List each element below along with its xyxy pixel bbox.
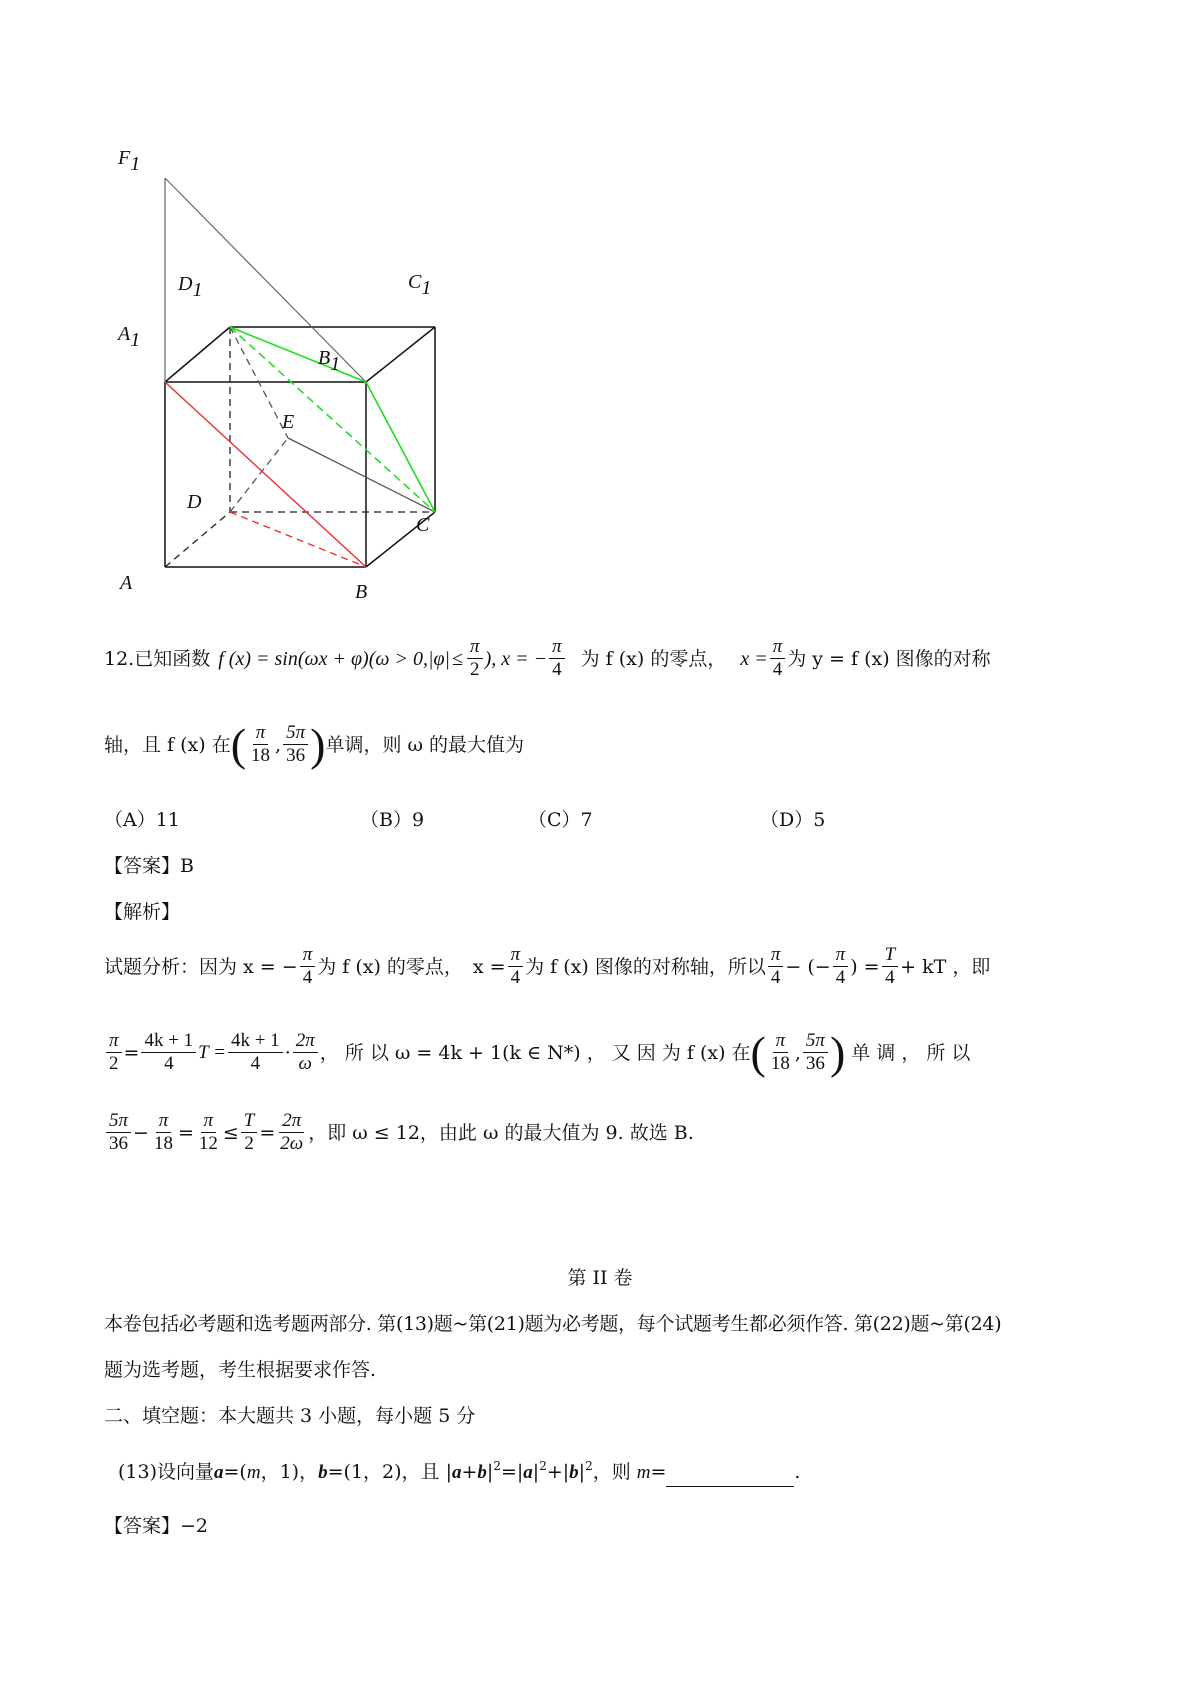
sol1-a: 试题分析：因为 x = −: [104, 955, 298, 978]
sq1: 2: [493, 1459, 501, 1473]
solution-line3: [104, 1110, 694, 1155]
sol1-c: x =: [472, 955, 506, 978]
sq3: 2: [585, 1459, 593, 1473]
comma: ,: [275, 733, 282, 756]
q12-line2-b: 单调，则 ω 的最大值为: [325, 733, 525, 756]
vec-b3: b: [569, 1462, 579, 1483]
sol3-frac1: $\frac{5\pi}{36}$: [106, 1110, 131, 1155]
q13-i: +|: [546, 1461, 570, 1483]
q12-x-eq: x =: [740, 647, 768, 670]
sol1-frac5: $\frac{T}{4}$: [882, 944, 899, 989]
sol2-frac2: $\frac{4k + 1}{4}$: [141, 1030, 196, 1075]
q12-line2-a: 轴，且 f (x) 在: [104, 733, 231, 756]
sol2-dot: ·: [284, 1041, 291, 1064]
sol3-end: ，即 ω ≤ 12，由此 ω 的最大值为 9. 故选 B.: [308, 1121, 694, 1144]
frac-pi-over-4: $\frac{\pi}{4}$: [549, 636, 565, 681]
label-A1: A1: [118, 323, 141, 351]
sol1-d: 为 f (x) 图像的对称轴，所以: [525, 955, 766, 978]
vec-a3: a: [523, 1462, 533, 1483]
sol3-eq2: =: [259, 1121, 276, 1144]
label-D1: D1: [178, 273, 203, 301]
q13-l: =: [650, 1461, 667, 1483]
q13-b: =(: [223, 1461, 247, 1483]
solution-line1: [104, 944, 990, 989]
analysis-label: 【解析】: [104, 901, 181, 923]
option-d: （D）5: [760, 809, 826, 831]
vec-a: a: [214, 1462, 224, 1483]
var-m2: m: [636, 1462, 651, 1483]
sol2-frac1: $\frac{\pi}{2}$: [106, 1030, 122, 1075]
option-a: （A）11: [104, 809, 180, 831]
label-B1: B1: [318, 347, 341, 375]
label-C: C: [416, 514, 430, 536]
q12-fx: f (x) = sin(ωx + φ)(ω > 0,: [218, 647, 428, 670]
sol2-frac6: $\frac{5\pi}{36}$: [803, 1030, 828, 1075]
label-A: A: [120, 572, 133, 594]
sol1-frac4: $\frac{\pi}{4}$: [833, 944, 849, 989]
q12-line1: [104, 636, 991, 681]
label-C1: C1: [408, 271, 432, 299]
red-line-a1b: [165, 382, 366, 567]
frac-pi-over-2: $\frac{\pi}{2}$: [467, 636, 483, 681]
label-D: D: [187, 491, 202, 513]
q13-line: [118, 1452, 800, 1487]
q12-answer: [104, 852, 194, 880]
sol1-g: + kT ，即: [900, 955, 991, 978]
sol3-minus: −: [133, 1121, 149, 1144]
q13-j: |: [578, 1461, 586, 1483]
answer-blank[interactable]: [666, 1466, 794, 1487]
part2-p1: 本卷包括必考题和选考题两部分. 第(13)题~第(21)题为必考题，每个试题考生都必须作答. 第(22)题~第(24): [104, 1313, 1002, 1335]
sol3-frac3: $\frac{\pi}{12}$: [198, 1110, 218, 1154]
q13-k: ，则: [592, 1461, 631, 1483]
q13-answer-label: 【答案】: [104, 1515, 181, 1537]
sol2-paren-open: (: [750, 1026, 766, 1078]
paren-close: ): [310, 718, 326, 770]
sol3-eq1: =: [177, 1121, 194, 1144]
sol2-eq1: =: [123, 1041, 140, 1064]
q13-answer-value: −2: [180, 1515, 209, 1537]
frac-pi-over-4b: $\frac{\pi}{4}$: [770, 636, 786, 681]
q13-h: |: [532, 1461, 540, 1483]
option-b: （B）9: [360, 809, 425, 831]
q13-a: (13)设向量: [118, 1461, 215, 1483]
vec-b2: b: [477, 1462, 487, 1483]
option-c: （C）7: [528, 809, 593, 831]
frac-pi-over-18: $\frac{\pi}{18}$: [251, 722, 271, 766]
red-line-db: [230, 512, 366, 567]
sol1-f: ) =: [850, 955, 880, 978]
sol1-frac1: $\frac{\pi}{4}$: [300, 944, 316, 989]
q12-line2: [104, 718, 525, 770]
vec-b: b: [318, 1462, 328, 1483]
q13-d: =(1，2)，且 |: [327, 1461, 452, 1483]
q12-is-zero: 为 f (x) 的零点，: [580, 647, 727, 670]
var-m: m: [246, 1462, 261, 1483]
answer-label: 【答案】: [104, 855, 181, 877]
cube-hidden-edges: [165, 327, 435, 567]
sol2-frac5: $\frac{\pi}{18}$: [770, 1030, 790, 1074]
frac-5pi-over-36: $\frac{5\pi}{36}$: [283, 722, 308, 767]
q12-x-eq-neg: ), x = −: [484, 647, 548, 670]
label-B: B: [355, 581, 368, 603]
sol2-a: ， 所 以 ω = 4k + 1(k ∈ N*) ， 又 因 为 f (x) 在: [319, 1041, 751, 1064]
sol2-paren-close: ): [829, 1026, 846, 1078]
sq2: 2: [539, 1459, 547, 1473]
q12-axis-part: 为 y = f (x) 图像的对称: [787, 647, 991, 670]
sol1-frac3: $\frac{\pi}{4}$: [768, 944, 784, 989]
sol3-frac5: $\frac{2\pi}{2\omega}$: [280, 1110, 304, 1154]
q13-f: |: [486, 1461, 494, 1483]
sol2-frac4: $\frac{2\pi}{\omega}$: [293, 1030, 318, 1075]
q12-phi-abs: |φ|: [427, 647, 451, 670]
sol1-frac2: $\frac{\pi}{4}$: [508, 944, 524, 989]
paren-open: (: [230, 718, 247, 770]
part2-section: 二、填空题：本大题共 3 小题，每小题 5 分: [104, 1405, 476, 1427]
q13-e: +: [461, 1461, 478, 1483]
sol2-b: 单 调 ， 所 以: [851, 1041, 971, 1064]
q12-intro: 已知函数: [134, 647, 211, 670]
q13-answer: [104, 1512, 208, 1540]
sol3-le: ≤: [222, 1121, 239, 1144]
e-lines: [230, 327, 288, 512]
sol1-b: 为 f (x) 的零点，: [317, 955, 463, 978]
sol3-frac4: $\frac{T}{2}$: [241, 1110, 258, 1155]
cube-solid-edges: [165, 327, 435, 567]
q12-le: ≤: [452, 647, 464, 670]
cube-figure: [110, 150, 490, 610]
q13-c: ，1)，: [260, 1461, 319, 1483]
q13-end: .: [794, 1461, 801, 1483]
vec-a2: a: [451, 1462, 462, 1483]
answer-value: B: [180, 855, 194, 877]
sol2-comma: ,: [794, 1041, 801, 1064]
sol1-e: − (−: [785, 955, 831, 978]
solution-line2: [104, 1026, 971, 1078]
part2-title: 第 II 卷: [567, 1267, 633, 1289]
sol2-T: T =: [198, 1041, 226, 1063]
q12-number: 12.: [104, 647, 135, 670]
e-c-line: [288, 438, 435, 512]
label-F1: F1: [118, 150, 141, 175]
part2-p2: 题为选考题，考生根据要求作答.: [104, 1359, 377, 1381]
label-E: E: [282, 411, 295, 433]
sol2-frac3: $\frac{4k + 1}{4}$: [228, 1030, 283, 1075]
sol3-frac2: $\frac{\pi}{18}$: [153, 1110, 173, 1154]
q13-g: =|: [500, 1461, 524, 1483]
